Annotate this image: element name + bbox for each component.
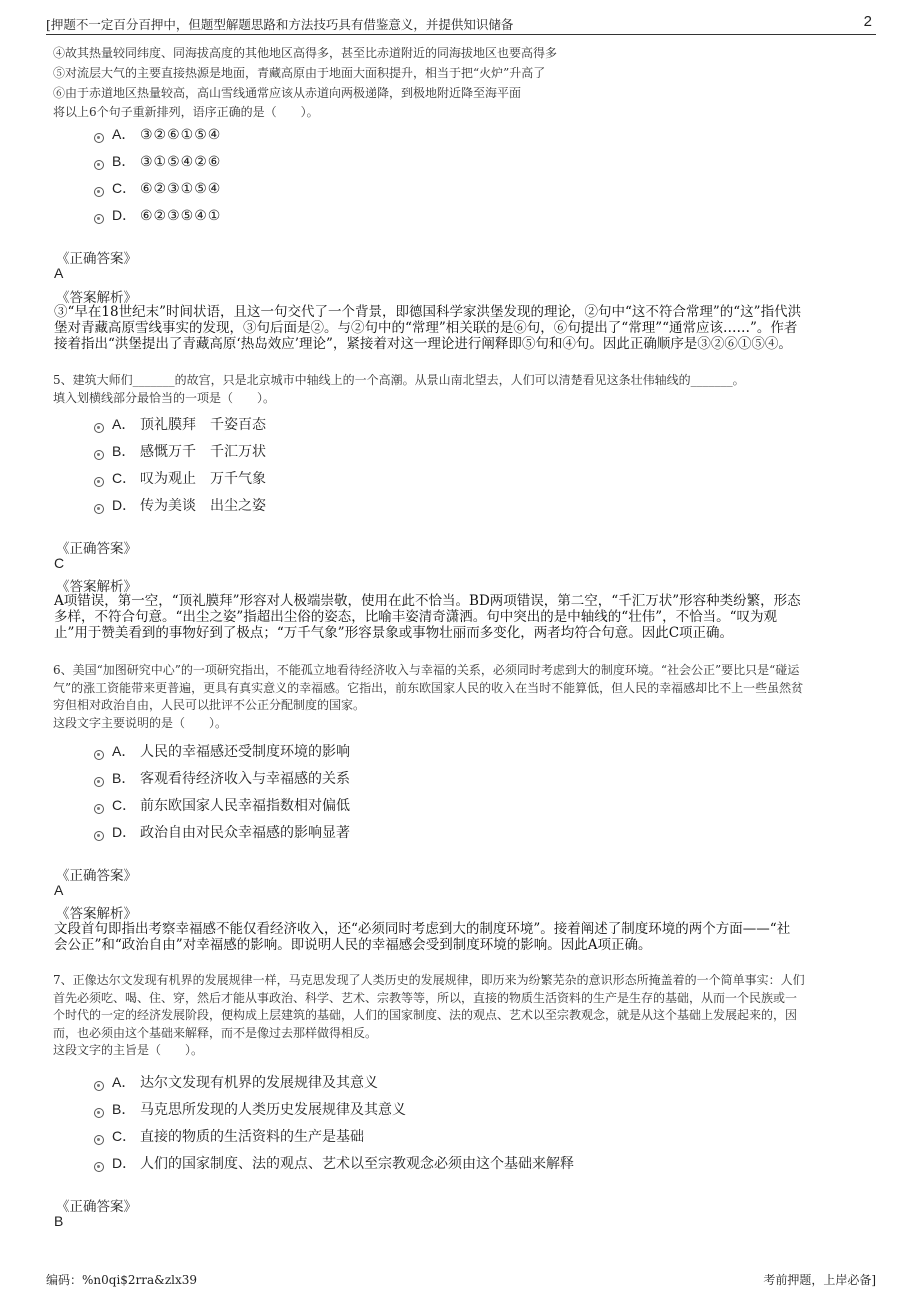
q7-answer-label: 《正确答案》 — [56, 1199, 137, 1215]
q4-option-a[interactable]: A． ③②⑥①⑤④ — [94, 124, 221, 142]
radio-icon[interactable] — [94, 450, 104, 460]
q4-prompt: 将以上6个句子重新排列，语序正确的是（ ）。 — [53, 105, 319, 119]
q7-option-a[interactable]: A． 达尔文发现有机界的发展规律及其意义 — [94, 1072, 378, 1090]
q5-option-d[interactable]: D． 传为美谈 出尘之姿 — [94, 495, 266, 513]
q5-option-b[interactable]: B． 感慨万千 千汇万状 — [94, 441, 266, 459]
q4-answer: A — [54, 265, 64, 281]
q5-answer-label: 《正确答案》 — [56, 541, 137, 557]
radio-icon[interactable] — [94, 777, 104, 787]
page-header — [46, 14, 876, 35]
q7-option-d[interactable]: D． 人们的国家制度、法的观点、艺术以至宗教观念必须由这个基础来解释 — [94, 1153, 574, 1171]
q4-option-c[interactable]: C． ⑥②③①⑤④ — [94, 178, 221, 196]
radio-icon[interactable] — [94, 831, 104, 841]
q7-option-c[interactable]: C． 直接的物质的生活资料的生产是基础 — [94, 1126, 364, 1144]
radio-icon[interactable] — [94, 804, 104, 814]
radio-icon[interactable] — [94, 1162, 104, 1172]
q5-answer: C — [54, 555, 65, 571]
q4-context-line: ⑤对流层大气的主要直接热源是地面，青藏高原由于地面大面积提升，相当于把“火炉”升高了 — [53, 66, 546, 80]
header-disclaimer: [押题不一定百分百押中，但题型解题思路和方法技巧具有借鉴意义，并提供知识储备 — [46, 17, 514, 32]
radio-icon[interactable] — [94, 477, 104, 487]
q6-explanation: 文段首句即指出考察幸福感不能仅看经济收入，还“必须同时考虑到大的制度环境”。接着阐述了制度环境的两个方面——“社 会公正”和“政治自由”对幸福感的影响。即说明人民的幸福感会受到制度环境的影响。因此A项正确。 — [54, 921, 791, 953]
q6-option-a[interactable]: A． 人民的幸福感还受制度环境的影响 — [94, 741, 350, 759]
q7-option-b[interactable]: B． 马克思所发现的人类历史发展规律及其意义 — [94, 1099, 406, 1117]
footer-code: 编码：%n0qi$2rra&zlx39 — [46, 1273, 198, 1287]
q6-option-b[interactable]: B． 客观看待经济收入与幸福感的关系 — [94, 768, 350, 786]
radio-icon[interactable] — [94, 1081, 104, 1091]
q4-context-line: ④故其热量较同纬度、同海拔高度的其他地区高得多，甚至比赤道附近的同海拔地区也要高得多 — [53, 46, 558, 60]
radio-icon[interactable] — [94, 160, 104, 170]
q4-context-line: ⑥由于赤道地区热量较高，高山雪线通常应该从赤道向两极递降，到极地附近降至海平面 — [53, 86, 522, 100]
radio-icon[interactable] — [94, 187, 104, 197]
radio-icon[interactable] — [94, 214, 104, 224]
q4-option-b[interactable]: B． ③①⑤④②⑥ — [94, 151, 221, 169]
radio-icon[interactable] — [94, 133, 104, 143]
q4-answer-label: 《正确答案》 — [56, 251, 137, 267]
q5-explanation-label: 《答案解析》 — [56, 579, 137, 595]
radio-icon[interactable] — [94, 1135, 104, 1145]
q6-answer: A — [54, 882, 64, 898]
q6-answer-label: 《正确答案》 — [56, 868, 137, 884]
q5-option-c[interactable]: C． 叹为观止 万千气象 — [94, 468, 266, 486]
q5-explanation: A项错误，第一空，“顶礼膜拜”形容对人极端崇敬，使用在此不恰当。BD两项错误，第二空，“千汇万状”形容种类纷繁，形态 多样，不符合句意。“出尘之姿”指超出尘俗的姿态，比喻丰姿清奇潇洒。句中突出的是中轴线的“壮伟”，不恰当。“叹为观 止”用于赞美看到的事物好到了极点；“万千气象”形容景象或事物壮丽而多变化，两者均符合句意。因此C项正确。 — [54, 593, 801, 641]
q4-explanation-label: 《答案解析》 — [56, 290, 137, 306]
q5-option-a[interactable]: A． 顶礼膜拜 千姿百态 — [94, 414, 266, 432]
q6-option-d[interactable]: D． 政治自由对民众幸福感的影响显著 — [94, 822, 350, 840]
radio-icon[interactable] — [94, 750, 104, 760]
radio-icon[interactable] — [94, 1108, 104, 1118]
q7-answer: B — [54, 1213, 64, 1229]
q5-question: 5、建筑大师们_______的故宫，只是北京城市中轴线上的一个高潮。从景山南北望去，人们可以清楚看见这条壮伟轴线的_______。 填入划横线部分最恰当的一项是（ ）。 — [53, 373, 745, 405]
page-number: 2 — [863, 13, 872, 30]
q6-option-c[interactable]: C． 前东欧国家人民幸福指数相对偏低 — [94, 795, 350, 813]
footer-slogan: 考前押题，上岸必备] — [763, 1273, 876, 1287]
radio-icon[interactable] — [94, 504, 104, 514]
q6-explanation-label: 《答案解析》 — [56, 906, 137, 922]
q4-explanation: ③“早在18世纪末”时间状语，且这一句交代了一个背景，即德国科学家洪堡发现的理论，②句中“这不符合常理”的“这”指代洪 堡对青藏高原雪线事实的发现，③句后面是②。与②句中的“常理”相关联的是⑥句，⑥句提出了“常理”“通常应该……”。作者 接着指出“洪堡提出了青藏高原‘热岛效应’理论”，紧接着对这一理论进行阐释即⑤句和④句。因此正确顺序是③②⑥①⑤④。 — [54, 304, 802, 352]
q6-question: 6、美国“加图研究中心”的一项研究指出，不能孤立地看待经济收入与幸福的关系，必须同时考虑到大的制度环境。“社会公正”要比只是“碰运 气”的涨工资能带来更普遍，更具有真实意义的幸福感。它指出，前东欧国家人民的收入在当时不能算低，但人民的幸福感却比不上一些虽然贫 穷但相对政治自由，人民可以批评不公正分配制度的国家。 这段文字主要说明的是（ ）。 — [53, 663, 804, 730]
q7-question: 7、正像达尔文发现有机界的发展规律一样，马克思发现了人类历史的发展规律，即历来为纷繁芜杂的意识形态所掩盖着的一个简单事实：人们 首先必须吃、喝、住、穿，然后才能从事政治、科学、艺术、宗教等等，所以，直接的物质生活资料的生产是生存的基础，从而一个民族或一 个时代的一定的经济发展阶段，便构成上层建筑的基础，人们的国家制度、法的观点、艺术以至宗教观念，就是从这个基础上发展起来的，因 而，也必须由这个基础来解释，而不是像过去那样做得相反。 这段文字的主旨是（ ）。 — [53, 973, 805, 1057]
radio-icon[interactable] — [94, 423, 104, 433]
q4-option-d[interactable]: D． ⑥②③⑤④① — [94, 205, 221, 223]
